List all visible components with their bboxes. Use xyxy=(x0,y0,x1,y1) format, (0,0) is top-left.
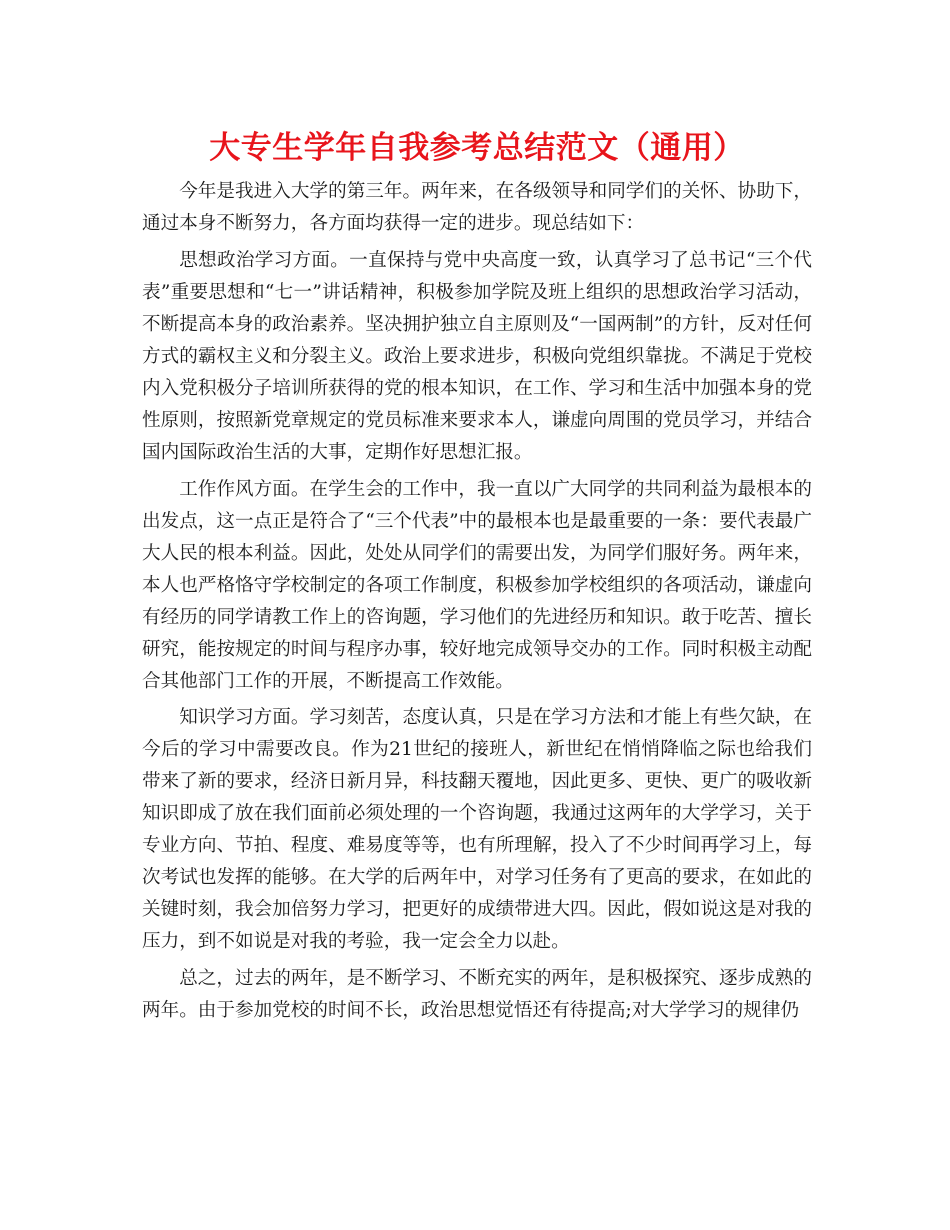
document-page xyxy=(142,126,812,1027)
paragraph-political-study: 思想政治学习方面。一直保持与党中央高度一致，认真学习了总书记“三个代表”重要思想和“七一”讲话精神，积极参加学院及班上组织的思想政治学习活动，不断提高本身的政治素养。坚决拥护独立自主原则及“一国两制”的方针，反对任何方式的霸权主义和分裂主义。政治上要求进步，积极向党组织靠拢。不满足于党校内入党积极分子培训所获得的党的根本知识，在工作、学习和生活中加强本身的党性原则，按照新党章规定的党员标准来要求本人，谦虚向周围的党员学习，并结合国内国际政治生活的大事，定期作好思想汇报。 xyxy=(142,249,812,463)
paragraph-summary: 总之，过去的两年，是不断学习、不断充实的两年，是积极探究、逐步成熟的两年。由于参加党校的时间不长，政治思想觉悟还有待提高;对大学学习的规律仍 xyxy=(142,968,812,1022)
document-title: 大专生学年自我参考总结范文（通用） xyxy=(209,130,745,166)
paragraph-intro: 今年是我进入大学的第三年。两年来，在各级领导和同学们的关怀、协助下，通过本身不断努力，各方面均获得一定的进步。现总结如下： xyxy=(142,181,812,234)
paragraph-knowledge-study: 知识学习方面。学习刻苦，态度认真，只是在学习方法和才能上有些欠缺，在今后的学习中需要改良。作为21世纪的接班人，新世纪在悄悄降临之际也给我们带来了新的要求，经济日新月异，科技翻天覆地，因此更多、更快、更广的吸收新知识即成了放在我们面前必须处理的一个咨询题，我通过这两年的大学学习，关于专业方向、节拍、程度、难易度等等，也有所理解，投入了不少时间再学习上，每次考试也发挥的能够。在大学的后两年中，对学习任务有了更高的要求，在如此的关键时刻，我会加倍努力学习，把更好的成绩带进大四。因此，假如说这是对我的压力，到不如说是对我的考验，我一定会全力以赴。 xyxy=(142,707,812,953)
paragraph-work-style: 工作作风方面。在学生会的工作中，我一直以广大同学的共同利益为最根本的出发点，这一点正是符合了“三个代表”中的最根本也是最重要的一条：要代表最广大人民的根本利益。因此，处处从同学们的需要出发，为同学们服好务。两年来，本人也严格恪守学校制定的各项工作制度，积极参加学校组织的各项活动，谦虚向有经历的同学请教工作上的咨询题，学习他们的先进经历和知识。敢于吃苦、擅长研究，能按规定的时间与程序办事，较好地完成领导交办的工作。同时积极主动配合其他部门工作的开展，不断提高工作效能。 xyxy=(142,478,812,692)
